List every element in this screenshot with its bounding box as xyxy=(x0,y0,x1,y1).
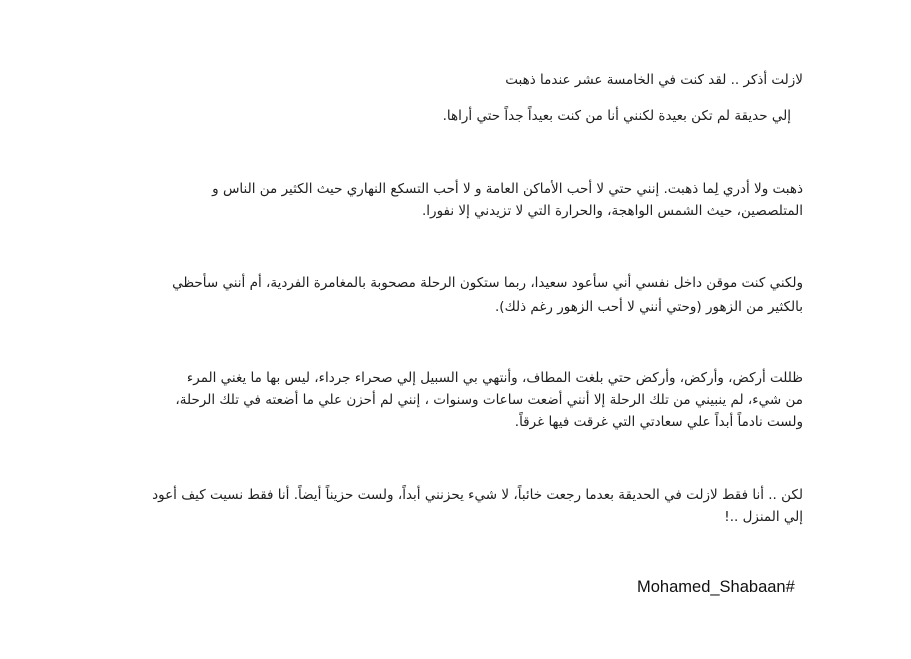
paragraph-4-line-2: من شيء، لم ينبيني من تلك الرحلة إلا أنني أضعت ساعات وسنوات ، إنني لم أحزن علي ما أضعته في تلك الرحلة، xyxy=(175,392,803,408)
paragraph-5-line-2: إلي المنزل ..! xyxy=(724,509,803,525)
author-signature: Mohamed_Shabaan# xyxy=(637,578,795,596)
paragraph-5-line-1: لكن .. أنا فقط لازلت في الحديقة بعدما رجعت خائباً، لا شيء يحزنني أبداً، ولست حزيناً أيضاً. أنا فقط نسيت كيف أعود xyxy=(152,487,803,503)
paragraph-2-line-1: ذهبت ولا أدري لِما ذهبت. إنني حتي لا أحب الأماكن العامة و لا أحب التسكع النهاري حيث الكثير من الناس و xyxy=(212,181,803,197)
paragraph-3-line-1: ولكني كنت موقن داخل نفسي أني سأعود سعيدا، ربما ستكون الرحلة مصحوبة بالمغامرة الفردية، أم أنني سأحظي xyxy=(172,275,803,291)
paragraph-2-line-2: المتلصصين، حيث الشمس الواهجة، والحرارة التي لا تزيدني إلا نفورا. xyxy=(422,203,803,219)
paragraph-1-line-1: لازلت أذكر .. لقد كنت في الخامسة عشر عندما ذهبت xyxy=(505,72,803,88)
paragraph-4-line-3: ولست نادماً أبداً علي سعادتي التي غرقت فيها غرقاً. xyxy=(514,414,803,430)
paragraph-3-line-2: بالكثير من الزهور (وحتي أنني لا أحب الزهور رغم ذلك). xyxy=(495,299,803,315)
paragraph-4-line-1: ظللت أركض، وأركض، وأركض حتي بلغت المطاف، وأنتهي بي السبيل إلي صحراء جرداء، ليس بها ما يغني المرء xyxy=(186,370,803,386)
paragraph-1-line-2: إلي حديقة لم تكن بعيدة لكنني أنا من كنت بعيداً جداً حتي أراها. xyxy=(442,108,791,124)
